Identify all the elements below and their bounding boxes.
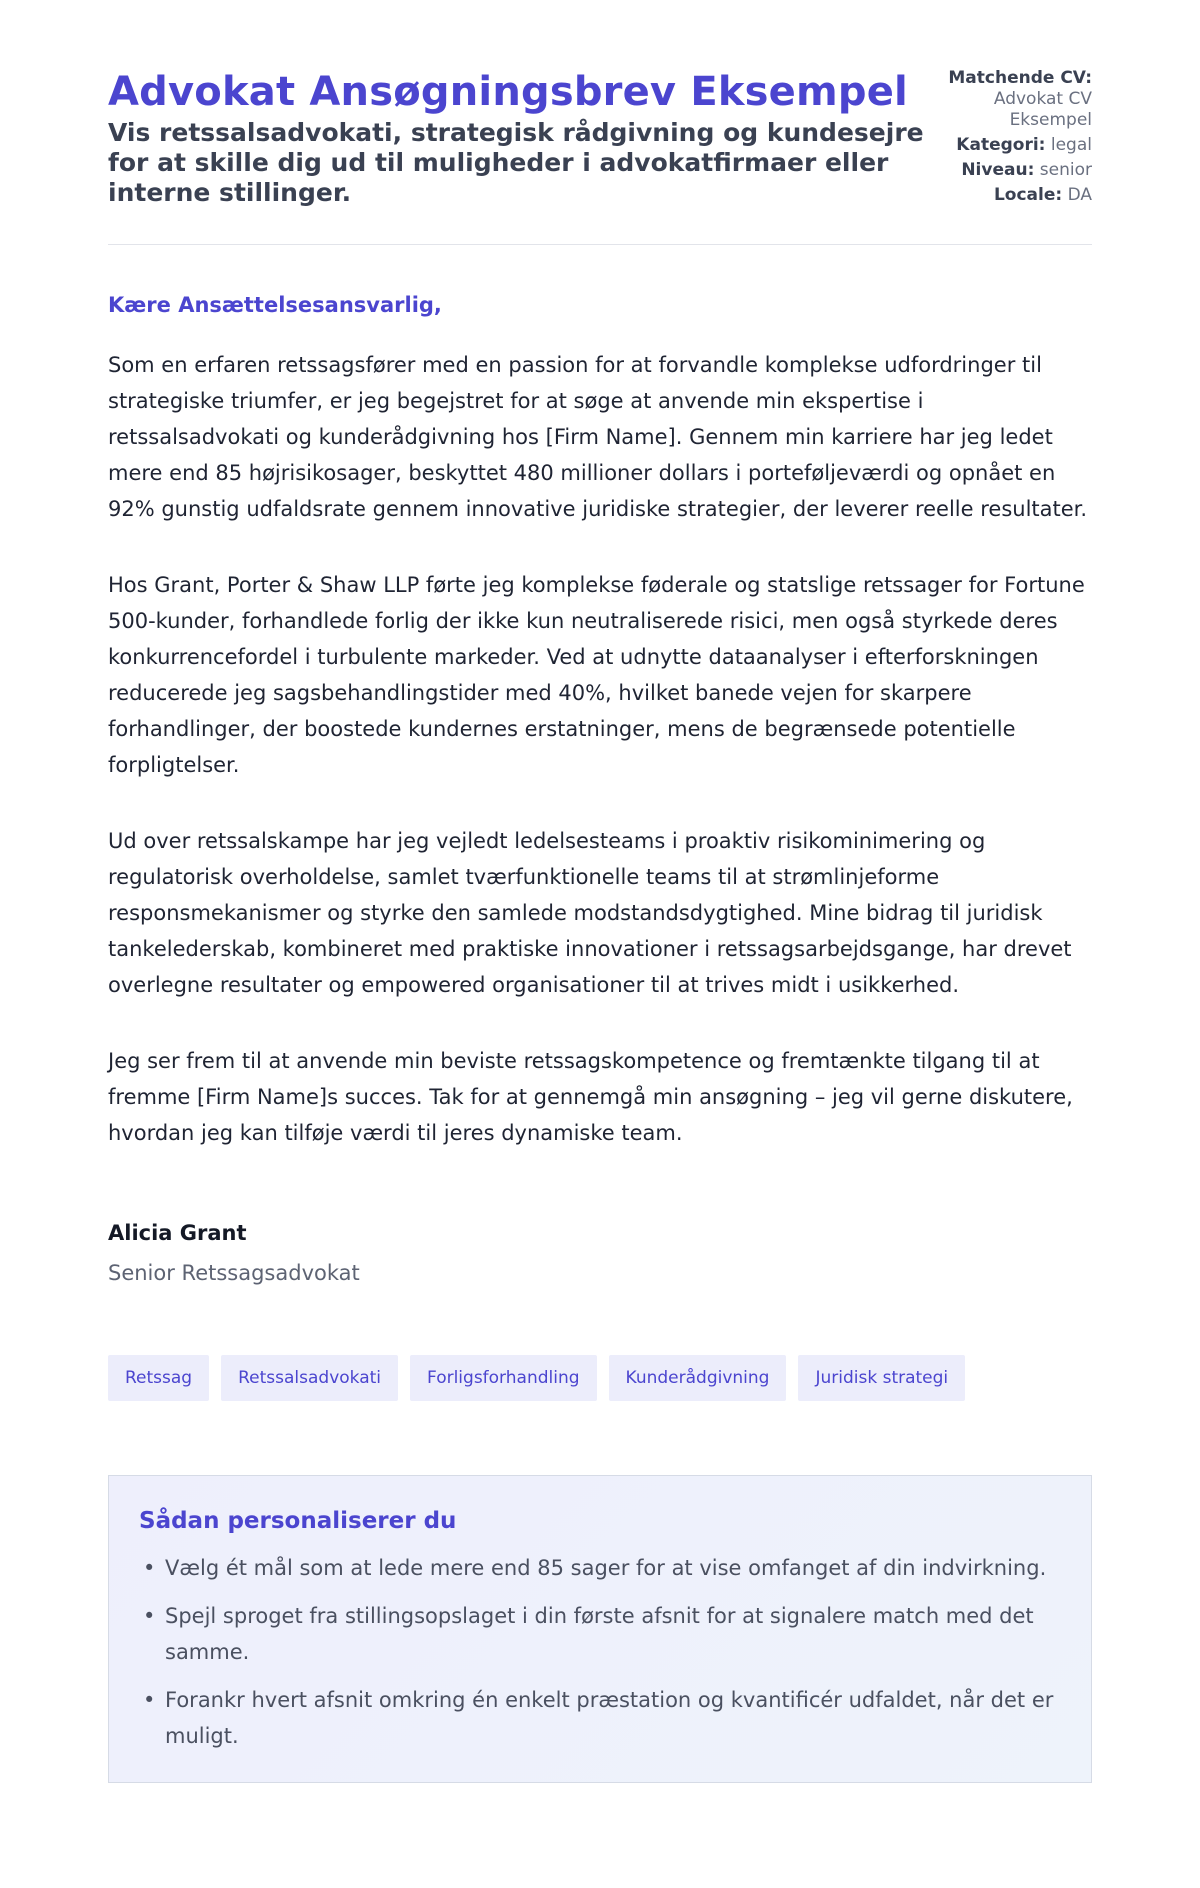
skill-tag: Retssalsadvokati <box>221 1355 398 1401</box>
personalization-tips-box <box>108 1475 1092 1783</box>
skill-tag: Juridisk strategi <box>798 1355 965 1401</box>
bullet-icon: • <box>143 1604 156 1628</box>
meta-locale <box>942 185 1092 206</box>
meta-level-value: senior <box>1039 160 1092 180</box>
signature-title: Senior Retssagsadvokat <box>108 1261 360 1285</box>
letter-salutation: Kære Ansættelsesansvarlig, <box>108 293 442 317</box>
skill-tag: Forligsforhandling <box>410 1355 597 1401</box>
tips-list <box>139 1550 1061 1754</box>
page-header <box>108 68 1092 245</box>
skill-tag: Retssag <box>108 1355 209 1401</box>
letter-paragraph: Hos Grant, Porter & Shaw LLP førte jeg komplekse føderale og statslige retssager for Fortune 500-kunder, forhandlede forlig der ikke kun neutraliserede risici, men også styrkede deres konkurrencefordel i turbulente markeder. Ved at udnytte dataanalyser i efterforskningen reducerede jeg sagsbehandlingstider med 40%, hvilket banede vejen for skarpere forhandlinger, der boostede kundernes erstatninger, mens de begrænsede potentielle forpligtelser. <box>108 573 1085 777</box>
tips-item <box>143 1550 1061 1586</box>
meta-category <box>942 135 1092 156</box>
letter-paragraph: Jeg ser frem til at anvende min beviste retssagskompetence og fremtænkte tilgang til at fremme [Firm Name]s succes. Tak for at gennemgå min ansøgning – jeg vil gerne diskutere, hvordan jeg kan tilføje værdi til jeres dynamiske team. <box>108 1049 1073 1145</box>
meta-info <box>942 68 1092 210</box>
page-title: Advokat Ansøgningsbrev Eksempel <box>108 69 908 115</box>
bullet-icon: • <box>143 1556 156 1580</box>
meta-matching-cv <box>942 68 1092 131</box>
meta-category-label: Kategori: <box>956 135 1046 155</box>
header-titles <box>108 68 928 208</box>
tips-item-text: Forankr hvert afsnit omkring én enkelt præstation og kvantificér udfaldet, når det er muligt. <box>165 1688 1054 1748</box>
meta-matching-cv-value: Advokat CV Eksempel <box>993 89 1092 130</box>
skill-tags <box>108 1355 1092 1401</box>
tips-item-text: Spejl sproget fra stillingsopslaget i din første afsnit for at signalere match med det samme. <box>165 1604 1034 1664</box>
page-subtitle: Vis retssalsadvokati, strategisk rådgivning og kundesejre for at skille dig ud til muligheder i advokatfirmaer eller interne stillinger. <box>108 118 924 207</box>
meta-category-value: legal <box>1050 135 1092 155</box>
letter-paragraph: Som en erfaren retssagsfører med en passion for at forvandle komplekse udfordringer til strategiske triumfer, er jeg begejstret for at søge at anvende min ekspertise i retssalsadvokati og kunderådgivning hos [Firm Name]. Gennem min karriere har jeg ledet mere end 85 højrisikosager, beskyttet 480 millioner dollars i porteføljeværdi og opnået en 92% gunstig udfaldsrate gennem innovative juridiske strategier, der leverer reelle resultater. <box>108 353 1088 521</box>
bullet-icon: • <box>143 1688 156 1712</box>
tips-title: Sådan personaliserer du <box>139 1508 457 1534</box>
signature-name: Alicia Grant <box>108 1221 247 1245</box>
meta-locale-label: Locale: <box>993 185 1063 205</box>
letter-paragraph: Ud over retssalskampe har jeg vejledt ledelsesteams i proaktiv risikominimering og regulatorisk overholdelse, samlet tværfunktionelle teams til at strømlinjeforme responsmekanismer og styrke den samlede modstandsdygtighed. Mine bidrag til juridisk tankelederskab, kombineret med praktiske innovationer i retssagsarbejdsgange, har drevet overlegne resultater og empowered organisationer til at trives midt i usikkerhed. <box>108 829 1072 997</box>
meta-locale-value: DA <box>1067 185 1092 205</box>
tips-item-text: Vælg ét mål som at lede mere end 85 sager for at vise omfanget af din indvirkning. <box>165 1556 1047 1580</box>
meta-matching-cv-label: Matchende CV: <box>948 68 1092 88</box>
meta-level-label: Niveau: <box>961 160 1035 180</box>
tips-item <box>143 1682 1061 1754</box>
tips-item <box>143 1598 1061 1670</box>
skill-tag: Kunderådgivning <box>609 1355 787 1401</box>
meta-level <box>942 160 1092 181</box>
